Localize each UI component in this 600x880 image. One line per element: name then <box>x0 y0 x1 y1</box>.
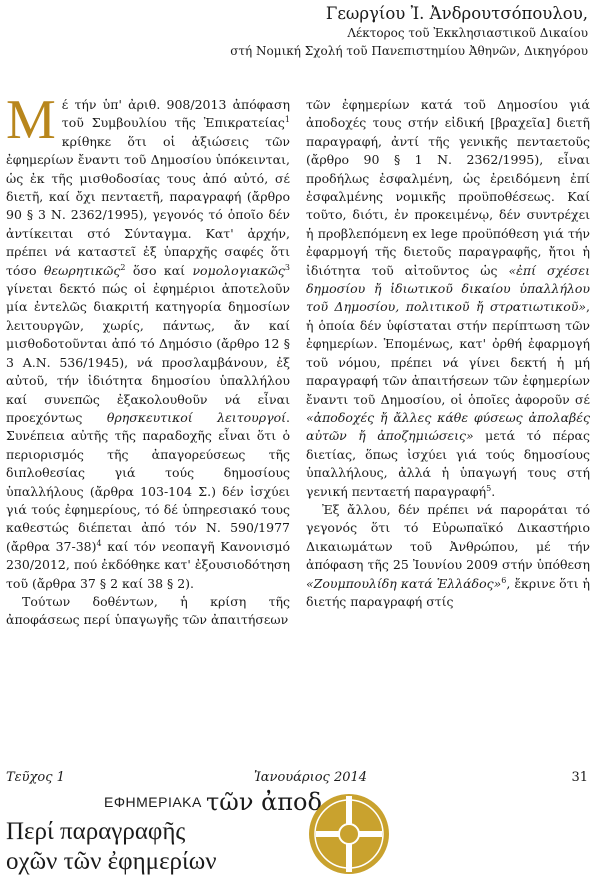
italic-run: «Ζουμπουλίδη κατά Ἑλλάδος» <box>306 575 502 591</box>
church-seal-icon <box>306 788 392 878</box>
footnote-ref: 6 <box>501 575 507 585</box>
text-run: , ἡ ὁποία δέν ὑφίσταται στήν περίπτωση τῶν ἐφημερίων. Ἑπομένως, κατ' ὀρθή ἐφαρμογή τοῦ νόμου, πρέπει νά γίνει δεκτή ἡ μή παραγραφή τῶν ἀπαιτήσεων τῶν ἐφημερίων ἔναντι τοῦ Δημοσίου, οἱ ὁποῖες ἀφοροῦν σέ <box>306 299 590 407</box>
paragraph: Τούτων δοθέντων, ἡ κρίση τῆς ἀποφάσεως περί ὑπαγωγῆς τῶν ἀπαιτήσεων <box>6 593 290 628</box>
italic-run: «ἐπί σχέσει δημοσίου ἤ ἰδιωτικοῦ δικαίου ὑπαλλήλου τοῦ Δημοσίου, πολιτικοῦ ἤ στρατιωτικοῦ» <box>306 262 591 315</box>
text-run: , ἔκρινε ὅτι ἡ διετής παραγραφή στίς <box>306 575 591 609</box>
author-title-line1: Λέκτορος τοῦ Ἐκκλησιαστικοῦ Δικαίου <box>347 26 588 40</box>
drop-cap: Μ <box>6 89 56 151</box>
footnote-ref: 2 <box>120 262 126 272</box>
preview-title-line2: οχῶν τῶν ἐφημερίων <box>6 848 217 875</box>
paragraph <box>306 96 590 501</box>
paragraph <box>6 89 290 593</box>
preview-header-text: τῶν ἀποδ <box>206 788 322 816</box>
text-run: . <box>491 483 496 499</box>
preview-title-line1: Περί παραγραφῆς <box>6 818 186 845</box>
magazine-name: ΕΦΗΜΕΡΙΑΚΑ <box>104 794 202 810</box>
footnote-ref: 5 <box>486 483 492 493</box>
text-run: μετά τό πέρας διετίας, ὅπως ἰσχύει γιά τούς δημοσίους ὑπαλλήλους, ἀλλά ἡ ὑπαγωγή τους στή γενική πενταετή παραγραφή <box>306 428 590 499</box>
author-name: Γεωργίου Ἰ. Ἀνδρουτσόπουλου, <box>325 4 588 23</box>
text-run: Ἐξ ἄλλου, δέν πρέπει νά παροράται τό γεγονός ὅτι τό Εὐρωπαϊκό Δικαστήριο Δικαιωμάτων τοῦ Ἀνθρώπου, μέ τήν ἀπόφαση τῆς 25 Ἰουνίου 2009 στήν ὑπόθεση <box>306 501 590 573</box>
italic-run: θεωρητικῶς <box>43 262 121 278</box>
text-run: τῶν ἐφημερίων κατά τοῦ Δημοσίου γιά ἀποδοχές τους στήν εἰδική [βραχεῖα] διετῆ παραγραφή, ἀντί τῆς γενικῆς πενταετοῦς (ἄρθρο 90 § 1 Ν. 2362/1995), εἶναι προδήλως ἐσφαλμένη, ὡς ἐρειδόμενη ἐπί ἐσφαλμένης νομικῆς προϋποθέσεως. Καί τοῦτο, διότι, ἐν προκειμένῳ, δέν συντρέχει ἡ προβλεπόμενη ex lege προϋπόθεση γιά τήν ἐφαρμογή τῆς διετοῦς παραγραφῆς, ἤτοι ἡ ἰδιότητα τοῦ αἰτοῦντος ὡς <box>306 97 590 278</box>
footnote-ref: 1 <box>284 115 290 125</box>
text-run: καί τόν νεοπαγῆ Κανονισμό 230/2012, πού ἐκδόθηκε κατ' ἐξουσιοδότηση τοῦ (ἄρθρα 37 § 2 καί 38 § 2). <box>6 538 290 591</box>
italic-run: «ἀποδοχές ἤ ἄλλες κάθε φύσεως ἀπολαβές αὐτῶν ἤ ἀποζημιώσεις» <box>306 409 590 444</box>
issue-label: Τεῦχος 1 <box>6 770 65 785</box>
italic-run: νομολογιακῶς <box>192 262 285 278</box>
article-left-column <box>6 89 290 630</box>
author-block <box>230 4 588 60</box>
footnote-ref: 3 <box>284 262 290 272</box>
article-right-column <box>306 96 590 611</box>
next-article-preview <box>0 788 600 880</box>
footnote-ref: 4 <box>96 538 102 548</box>
paragraph <box>306 501 590 611</box>
text-run: ὅσο καί <box>125 262 193 278</box>
page-footer <box>6 770 588 790</box>
text-run: . Συνέπεια αὐτῆς τῆς παραδοχῆς εἶναι ὅτι ὁ περιορισμός τῆς ἀπαγορεύσεως τῆς διπλοθεσίας γιά τούς δημοσίους ὑπαλλήλους (ἄρθρα 103-104 Σ.) δέν ἰσχύει γιά τούς ἐφημερίους, τό δέ ὑπηρεσιακό τους καθεστώς διέπεται ἀπό τόν Ν. 590/1977 (ἄρθρα 37-38) <box>6 409 290 554</box>
author-title-line2: στή Νομική Σχολή τοῦ Πανεπιστημίου Ἀθηνῶν, Δικηγόρου <box>230 44 588 58</box>
text-run: κρίθηκε ὅτι οἱ ἀξιώσεις τῶν ἐφημερίων ἔναντι τοῦ Δημοσίου ὑπόκεινται, ὡς ἐκ τῆς μισθοδοσίας τους ἀπό αὐτό, σέ διετῆ, καί ὄχι πενταετῆ, παραγραφή (ἄρθρο 90 § 3 Ν. 2362/1995), γεγονός τό ὁποῖο δέν ἀντίκειται στό Σύνταγμα. Κατ' ἀρχήν, πρέπει νά καταστεῖ ἐξ ὑπαρχῆς σαφές ὅτι τόσο <box>6 133 290 278</box>
text-run: γίνεται δεκτό πώς οἱ ἐφημέριοι ἀποτελοῦν μία ἐντελῶς διακριτή κατηγορία δημοσίων λειτουργῶν, χωρίς, πάντως, ἄν καί μισθοδοτοῦνται ἀπό τό Δημόσιο (ἄρθρο 12 § 3 Α.Ν. 536/1945), νά προσλαμβάνουν, ἐξ αὐτοῦ, τήν ἰδιότητα δημοσίου ὑπαλλήλου καί συνεπῶς ἐξακολουθοῦν νά εἶναι προεχόντως <box>6 281 290 425</box>
issue-date: Ἰανουάριος 2014 <box>254 770 368 785</box>
text-run: έ τήν ὑπ' ἀριθ. 908/2013 ἀπόφαση τοῦ Συμβουλίου τῆς Ἐπικρατείας <box>61 97 290 131</box>
page-number: 31 <box>571 770 588 785</box>
italic-run: θρησκευτικοί λειτουργοί <box>106 409 286 425</box>
